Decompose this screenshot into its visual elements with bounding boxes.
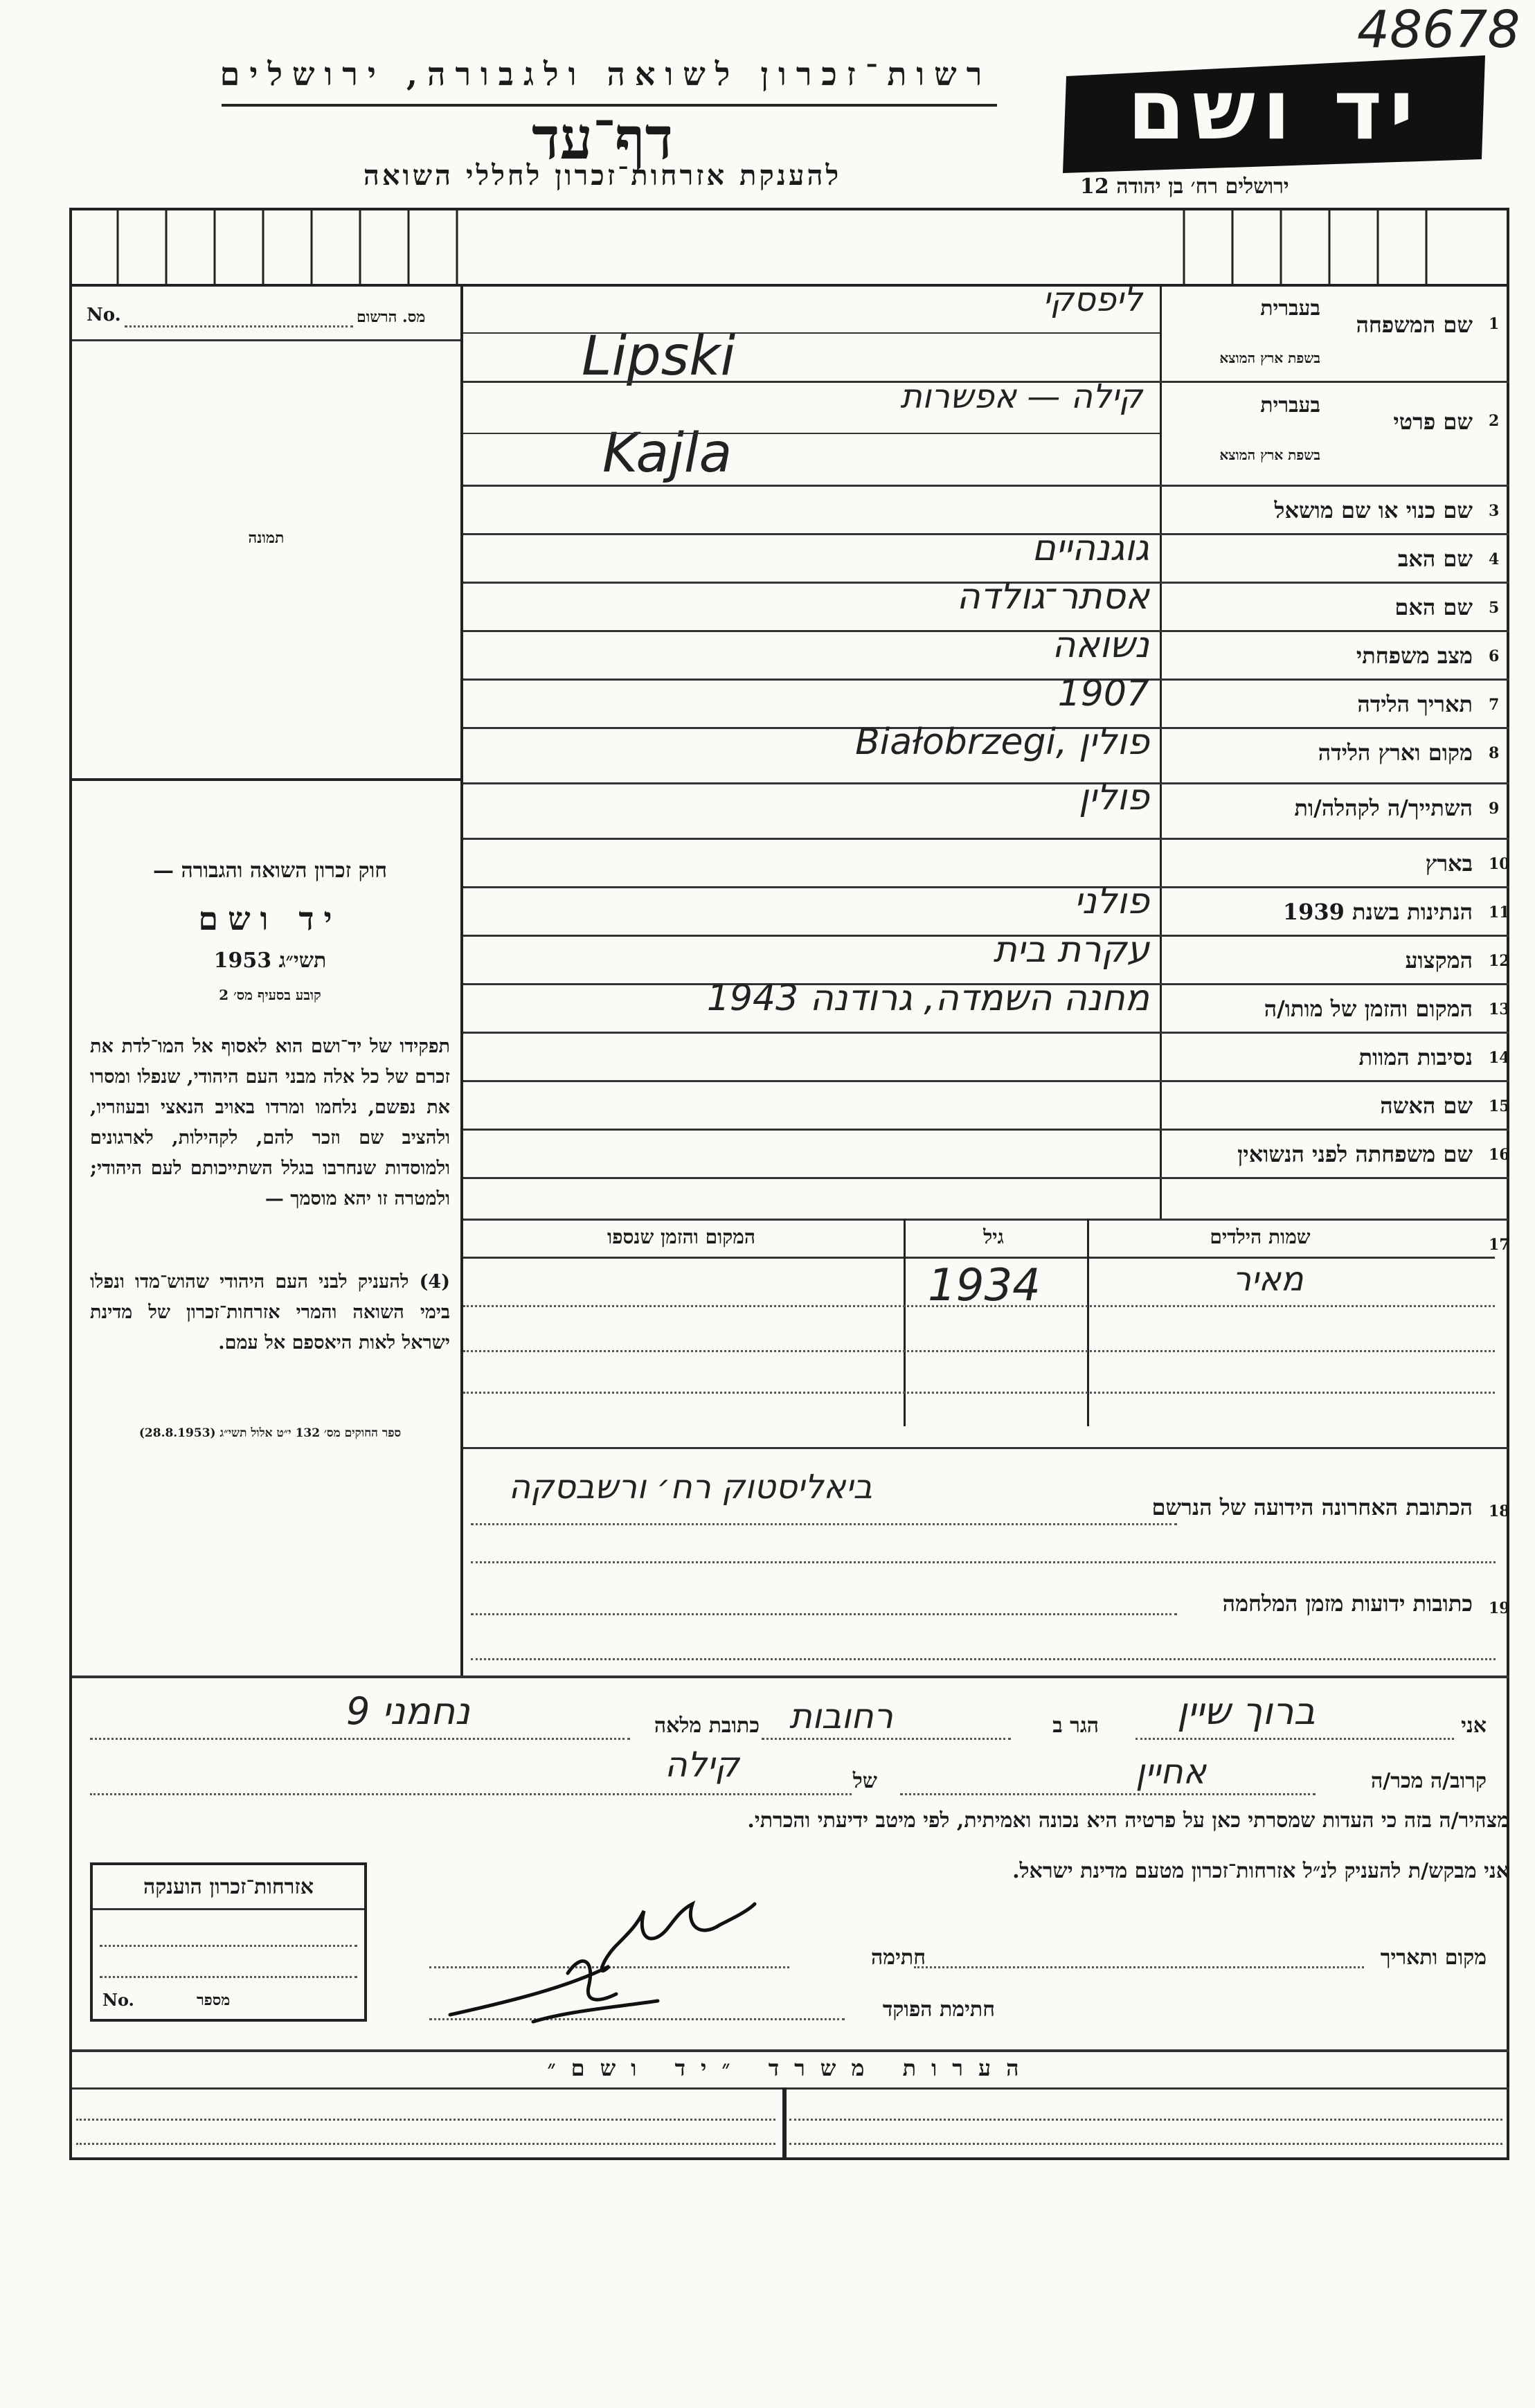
field-5-value: אסתר־גולדה — [956, 576, 1149, 618]
office-notes-top — [72, 2049, 1509, 2052]
field-14-label: נסיבות המוות — [1358, 1044, 1473, 1070]
field-2-hebrew-value: קילה — אפשרות — [900, 377, 1142, 416]
left-column-divider — [460, 284, 463, 1675]
declaration-relative-line — [900, 1793, 1316, 1795]
law-clause: קובע בסעיף מס׳ 2 — [219, 987, 321, 1003]
field-15-number: 15 — [1489, 1097, 1510, 1115]
field-18-label: הכתובת האחרונה הידועה של הנרשם — [1151, 1494, 1473, 1520]
granted-box-title: אזרחות־זכרון הוענקה — [143, 1875, 314, 1899]
field-1-label: שם המשפחה — [1356, 312, 1473, 338]
field-18-number: 18 — [1489, 1502, 1510, 1520]
field-3-label: שם כנוי או שם מושאל — [1274, 497, 1473, 523]
children-col-names: שמות הילדים — [1210, 1225, 1311, 1248]
office-notes-title: הערות משרד ״יד ושם״ — [547, 2055, 1034, 2081]
field-13-number: 13 — [1489, 1000, 1510, 1018]
children-col-age: גיל — [983, 1225, 1004, 1248]
law-title: חוק זכרון השואה והגבורה — — [153, 859, 387, 883]
field-2-number: 2 — [1489, 412, 1500, 430]
field-13-value: מחנה השמדה, גרודנה 1943 — [706, 978, 1149, 1019]
field-18-value: ביאליסטוק רח׳ ורשבסקה — [508, 1468, 872, 1507]
child-age-value: 1934 — [928, 1260, 1041, 1311]
law-name: יד ושם — [198, 900, 342, 937]
field-17-number: 17 — [1489, 1236, 1510, 1254]
archive-stamp-number: 48678 — [1357, 0, 1520, 60]
field-18-line-1 — [471, 1523, 1177, 1525]
field-6-number: 6 — [1489, 647, 1500, 665]
declaration-ani: אני — [1461, 1714, 1487, 1738]
photo-label: תמונה — [248, 529, 285, 547]
declaration-of-value: קילה — [665, 1745, 739, 1785]
declaration-of-line — [90, 1793, 852, 1795]
field-2-mid-line — [463, 433, 1160, 434]
place-date-label: מקום ותאריך — [1380, 1946, 1487, 1970]
place-date-line — [914, 1966, 1364, 1968]
field-16-number: 16 — [1489, 1146, 1510, 1164]
photo-area — [72, 342, 460, 781]
granted-citizenship-box — [90, 1862, 367, 2022]
field-11-number: 11 — [1489, 904, 1510, 922]
field-7-number: 7 — [1489, 696, 1500, 714]
office-notes-divider — [782, 2087, 787, 2160]
declaration-of: של — [852, 1769, 877, 1793]
field-1-origin-value: Lipski — [582, 325, 736, 388]
field-9-label: השתייך/ה לקהלה/ות — [1294, 795, 1473, 821]
form-subtitle: להענקת אזרחות־זכרון לחללי השואה — [363, 159, 842, 192]
form-title: דף־עד — [531, 104, 673, 172]
declaration-relative: קרוב/ה מכר/ה — [1371, 1769, 1487, 1793]
field-11-value: פולני — [1074, 881, 1149, 922]
field-13-label: המקום והזמן של מותו/ה — [1264, 996, 1473, 1022]
child-name-value: מאיר — [1232, 1260, 1304, 1299]
office-notes-header-bottom — [72, 2087, 1509, 2090]
field-2-origin-sublabel: בשפת ארץ המוצא — [1219, 447, 1320, 463]
field-19-label: כתובות ידועות מזמן המלחמה — [1222, 1590, 1473, 1617]
field-11-label: הנתינות בשנת 1939 — [1282, 899, 1473, 925]
children-header-bottom — [463, 1257, 1495, 1259]
field-5-label: שם האם — [1394, 594, 1473, 620]
logo-text: יד ושם — [1127, 62, 1421, 159]
field-1-origin-sublabel: בשפת ארץ המוצא — [1219, 350, 1320, 366]
law-clause-4: (4) להעניק לבני העם היהודי שהוש־מדו ונפלו בימי השואה והמרי אזרחות־זכרון של מדינת ישראל לאות היאספם אל עמם. — [90, 1271, 450, 1354]
field-14-bottom-line — [463, 1080, 1509, 1082]
officer-signature-label: חתימת הפוקד — [882, 1997, 995, 2022]
registration-underline — [72, 339, 460, 341]
field-12-label: המקצוע — [1405, 947, 1473, 973]
field-4-number: 4 — [1489, 550, 1500, 568]
children-header-top — [463, 1219, 1509, 1221]
field-2-label: שם פרטי — [1393, 408, 1473, 435]
children-col-divider-2 — [904, 1219, 906, 1426]
children-row-line-3 — [463, 1392, 1495, 1394]
field-9-bottom-line — [463, 838, 1509, 840]
field-2-origin-value: Kajla — [602, 422, 733, 485]
office-address: ירושלים רח׳ בן יהודה 12 — [1080, 174, 1289, 199]
declaration-address-line — [90, 1738, 630, 1740]
granted-box-no: No. — [102, 1990, 134, 2010]
law-footnote: ספר החוקים מס׳ 132 י״ט אלול תשי״ג (28.8.1953) — [138, 1426, 402, 1440]
children-row-line-2 — [463, 1350, 1495, 1352]
field-2-bottom-line — [463, 485, 1509, 487]
authority-title: רשות־זכרון לשואה ולגבורה, ירושלים — [219, 55, 992, 93]
field-8-number: 8 — [1489, 744, 1500, 762]
declaration-resides-line — [762, 1738, 1011, 1740]
yad-vashem-logo — [1052, 55, 1496, 173]
declaration-statement: מצהיר/ה בזה כי העדות שמסרתי כאן על פרטיה היא נכונה ואמיתית, לפי מיטב ידיעתי והכרתי. — [747, 1808, 1509, 1833]
field-1-hebrew-value: ליפסקי — [1043, 280, 1142, 319]
field-12-number: 12 — [1489, 952, 1510, 970]
registration-no: No. — [87, 305, 121, 325]
field-5-number: 5 — [1489, 599, 1500, 617]
office-notes-line-3 — [76, 2143, 775, 2145]
field-1-mid-line — [463, 332, 1160, 334]
granted-box-line-2 — [100, 1976, 357, 1978]
declaration-address-value: נחמני 9 — [346, 1689, 470, 1733]
field-13-bottom-line — [463, 1032, 1509, 1034]
field-16-label: שם משפחתה לפני הנשואין — [1237, 1141, 1473, 1167]
granted-box-divider — [93, 1908, 364, 1910]
field-2-hebrew-sublabel: בעברית — [1260, 393, 1320, 417]
field-16-bottom-line — [463, 1177, 1509, 1179]
top-grid-strip — [69, 208, 1509, 287]
declaration-address-label: כתובת מלאה — [654, 1714, 760, 1738]
granted-box-number-label: מספר — [197, 1991, 231, 2009]
office-notes-line-4 — [789, 2143, 1502, 2145]
law-text: תפקידו של יד־ושם הוא לאסוף אל המו־לדת את זכרם של כל אלה מבני העם היהודי, שנפלו ומסרו את נפשם, נלחמו ומרדו באויב הנאצי ובעוזריו, ולהציב שם וזכר להם, לקהילות, לארגונים ולמוסדות שנחרבו בגלל השתייכותם לעם היהודי; ולמטרה זו יהא מוסמך — — [90, 1036, 450, 1210]
declaration-resides-value: רחובות — [789, 1696, 893, 1736]
label-column-divider — [1160, 284, 1162, 1219]
field-7-value: 1907 — [1057, 673, 1149, 715]
field-19-line-2 — [471, 1658, 1496, 1660]
children-table-bottom — [463, 1447, 1509, 1449]
law-year: תשי״ג 1953 — [213, 949, 327, 973]
children-col-divider-1 — [1087, 1219, 1089, 1426]
field-12-value: עקרת בית — [993, 929, 1149, 971]
field-9-number: 9 — [1489, 800, 1500, 818]
field-7-label: תאריך הלידה — [1357, 691, 1473, 717]
field-6-label: מצב משפחתי — [1356, 643, 1473, 669]
field-8-value: Białobrzegi, פולין — [855, 721, 1149, 763]
registration-label: מס. הרשום — [357, 308, 426, 326]
declaration-relative-value: אחיין — [1135, 1752, 1207, 1792]
declaration-resides: הגר ב — [1052, 1714, 1099, 1738]
field-8-label: מקום וארץ הלידה — [1318, 739, 1473, 766]
field-15-label: שם האשה — [1380, 1093, 1473, 1119]
declaration-top-border — [72, 1675, 1509, 1678]
witness-signature — [429, 1883, 775, 2036]
signature-label: חתימה — [871, 1946, 926, 1970]
granted-box-line-1 — [100, 1945, 357, 1947]
declaration-ani-line — [1135, 1738, 1454, 1740]
declaration-ani-value: ברוך שיין — [1177, 1689, 1316, 1733]
field-10-number: 10 — [1489, 855, 1510, 873]
field-9-value: פולין — [1079, 777, 1149, 818]
children-col-place: המקום והזמן שנספו — [607, 1225, 755, 1248]
field-19-line-1 — [471, 1613, 1177, 1615]
field-1-number: 1 — [1489, 315, 1500, 333]
field-14-number: 14 — [1489, 1049, 1510, 1067]
field-18-line-2 — [471, 1561, 1496, 1563]
field-4-label: שם האב — [1397, 546, 1473, 572]
field-4-value: גוגנהיים — [1032, 528, 1149, 569]
field-1-hebrew-sublabel: בעברית — [1260, 296, 1320, 321]
field-6-value: נשואה — [1052, 625, 1149, 666]
office-notes-line-2 — [789, 2119, 1502, 2121]
field-10-label: בארץ — [1425, 850, 1473, 877]
field-15-bottom-line — [463, 1129, 1509, 1131]
declaration-request: אני מבקש/ת להעניק לנ״ל אזרחות־זכרון מטעם מדינת ישראל. — [1012, 1859, 1509, 1883]
field-19-number: 19 — [1489, 1599, 1510, 1617]
registration-line — [125, 325, 353, 327]
field-3-number: 3 — [1489, 502, 1500, 520]
office-notes-line-1 — [76, 2119, 775, 2121]
